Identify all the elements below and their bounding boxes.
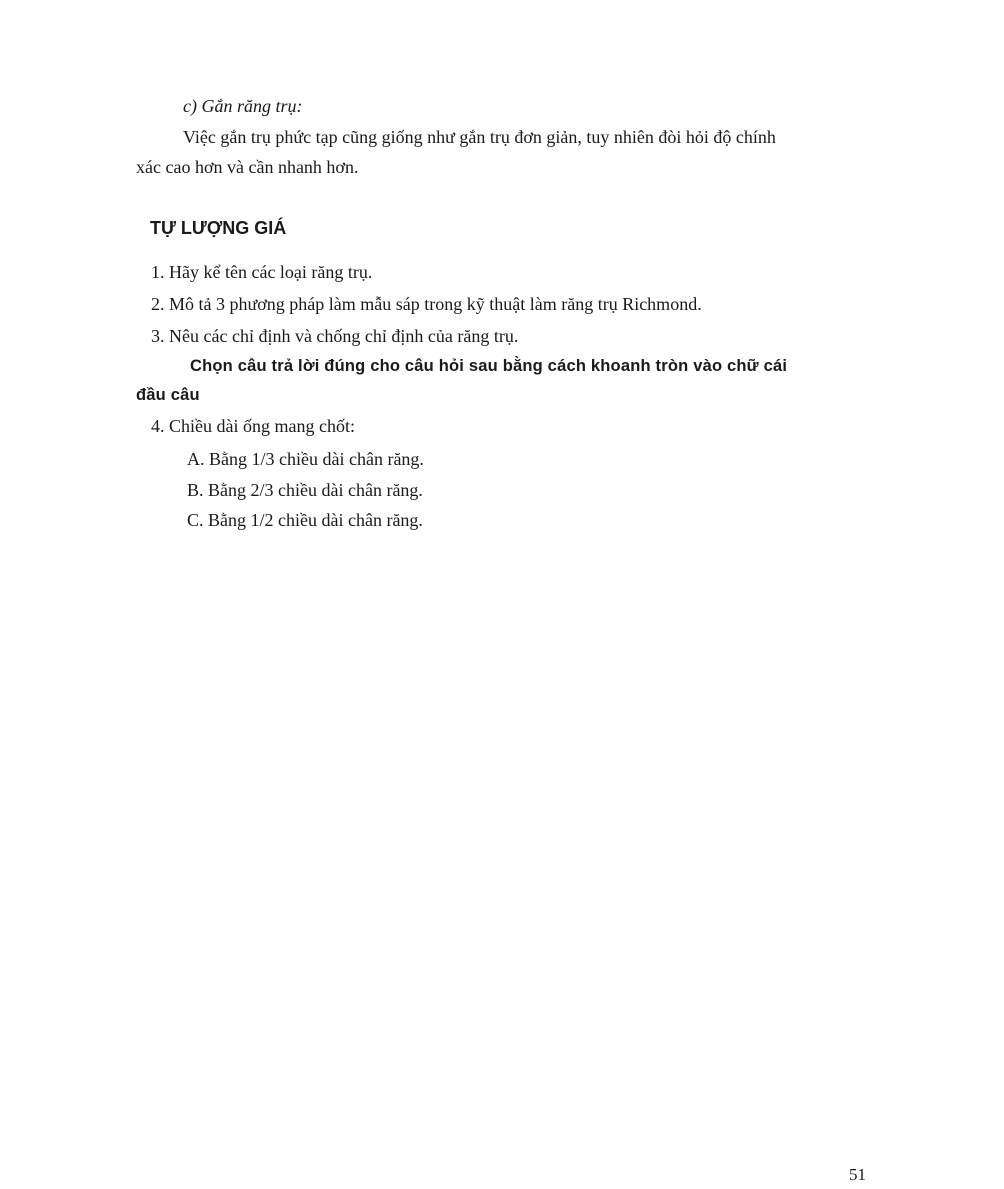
subsection-heading: c) Gắn răng trụ:	[183, 96, 303, 116]
answer-option: C. Bằng 1/2 chiều dài chân răng.	[187, 510, 423, 530]
section-title: TỰ LƯỢNG GIÁ	[150, 218, 287, 238]
question-item: 1. Hãy kể tên các loại răng trụ.	[151, 262, 373, 282]
question-item: 2. Mô tả 3 phương pháp làm mẫu sáp trong kỹ thuật làm răng trụ Richmond.	[151, 294, 702, 314]
question-item: 3. Nêu các chỉ định và chống chỉ định của răng trụ.	[151, 326, 519, 346]
question-item: 4. Chiều dài ống mang chốt:	[151, 416, 355, 436]
instruction-line: đầu câu	[136, 386, 200, 404]
page-number: 51	[849, 1165, 866, 1184]
paragraph-line: Việc gắn trụ phức tạp cũng giống như gắn trụ đơn giản, tuy nhiên đòi hỏi độ chính	[183, 127, 776, 147]
answer-option: B. Bằng 2/3 chiều dài chân răng.	[187, 480, 423, 500]
instruction-line: Chọn câu trả lời đúng cho câu hỏi sau bằng cách khoanh tròn vào chữ cái	[190, 357, 788, 375]
answer-option: A. Bằng 1/3 chiều dài chân răng.	[187, 449, 424, 469]
paragraph-line: xác cao hơn và cần nhanh hơn.	[136, 157, 359, 177]
